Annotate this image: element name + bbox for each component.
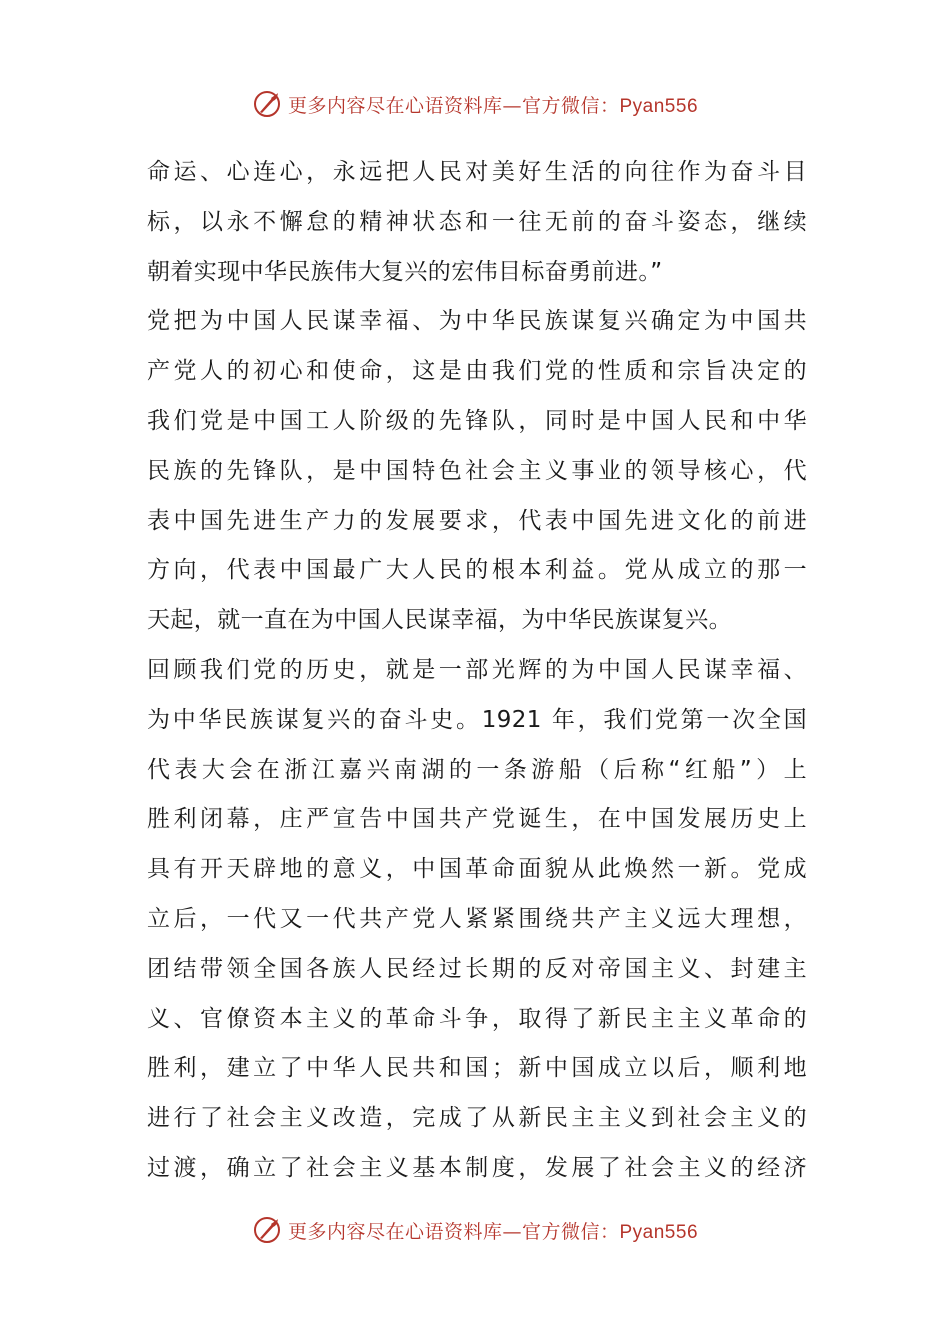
text-line: 我们党是中国工人阶级的先锋队，同时是中国人民和中华 [147, 407, 807, 434]
text-line: 团结带领全国各族人民经过长期的反对帝国主义、封建主 [147, 955, 807, 982]
text-line: 表中国先进生产力的发展要求，代表中国先进文化的前进 [147, 507, 807, 534]
text-line: 胜利，建立了中华人民共和国；新中国成立以后，顺利地 [147, 1055, 807, 1082]
text-line: 党把为中国人民谋幸福、为中华民族谋复兴确定为中国共 [147, 308, 807, 335]
quill-logo-icon [252, 89, 282, 119]
text-line: 代表大会在浙江嘉兴南湖的一条游船（后称“红船”）上 [147, 756, 807, 783]
text-line: 民族的先锋队，是中国特色社会主义事业的领导核心，代 [147, 457, 807, 484]
header-banner [0, 86, 950, 122]
text-line: 进行了社会主义改造，完成了从新民主主义到社会主义的 [147, 1105, 807, 1132]
text-line: 方向，代表中国最广大人民的根本利益。党从成立的那一 [147, 557, 807, 584]
text-line: 义、官僚资本主义的革命斗争，取得了新民主主义革命的 [147, 1005, 807, 1032]
banner-text: 更多内容尽在心语资料库—官方微信：Pyan556 [287, 1220, 699, 1243]
document-body [147, 148, 807, 1194]
footer-banner [0, 1212, 950, 1248]
text-line: 命运、心连心，永远把人民对美好生活的向往作为奋斗目 [147, 159, 807, 185]
text-line: 回顾我们党的历史，就是一部光辉的为中国人民谋幸福、 [147, 656, 807, 683]
text-line: 具有开天辟地的意义，中国革命面貌从此焕然一新。党成 [147, 856, 807, 883]
banner-handle: Pyan556 [619, 95, 699, 117]
text-line: 产党人的初心和使命，这是由我们党的性质和宗旨决定的 [147, 358, 807, 385]
text-line: 为中华民族谋复兴的奋斗史。1921 年，我们党第一次全国 [147, 706, 807, 733]
banner-text: 更多内容尽在心语资料库—官方微信：Pyan556 [287, 94, 699, 117]
text-line: 过渡，确立了社会主义基本制度，发展了社会主义的经济 [147, 1154, 807, 1181]
text-line: 立后，一代又一代共产党人紧紧围绕共产主义远大理想， [147, 905, 807, 932]
quill-logo-icon [252, 1215, 282, 1245]
text-line: 标，以永不懈怠的精神状态和一往无前的奋斗姿态，继续 [147, 208, 807, 235]
paragraph [147, 646, 807, 1194]
banner-handle: Pyan556 [619, 1221, 699, 1243]
text-line: 胜利闭幕，庄严宣告中国共产党诞生，在中国发展历史上 [147, 806, 807, 833]
paragraph [147, 148, 807, 297]
text-line: 天起，就一直在为中国人民谋幸福，为中华民族谋复兴。 [147, 607, 732, 634]
paragraph [147, 297, 807, 646]
text-line: 朝着实现中华民族伟大复兴的宏伟目标奋勇前进。” [147, 258, 663, 285]
